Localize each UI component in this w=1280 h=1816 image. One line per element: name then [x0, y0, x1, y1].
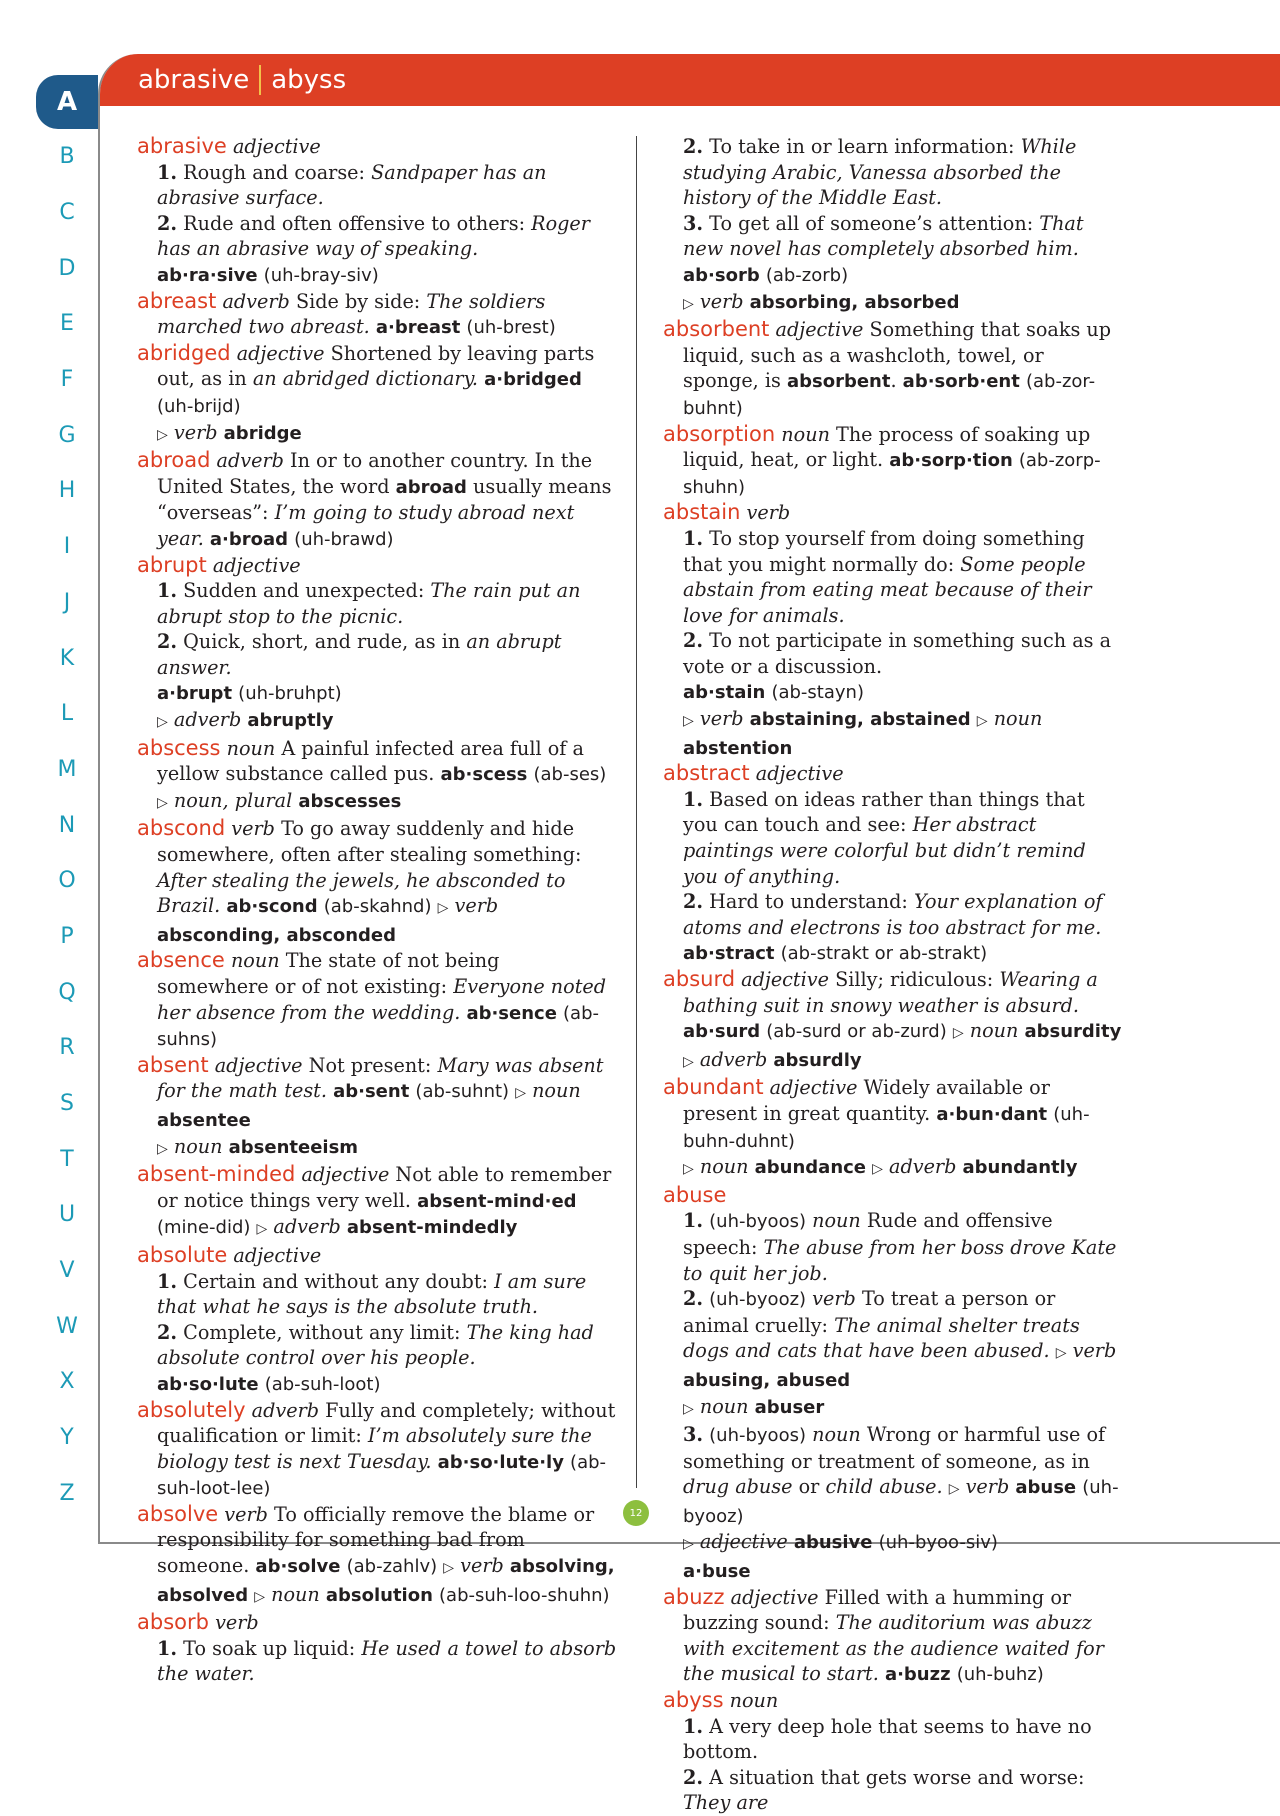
related-form: abusive [793, 1532, 873, 1554]
letter-tab-r[interactable]: R [59, 1035, 75, 1061]
headword: absent-minded [137, 1162, 296, 1187]
related-form: abridge [223, 422, 302, 444]
headword: absorption [663, 421, 776, 446]
related-form: abusing, abused [683, 1369, 851, 1391]
sense-number: 2. [683, 1765, 704, 1789]
right-column [663, 134, 1123, 1816]
related-part-of-speech: noun [993, 707, 1043, 731]
syllabification: a·bun·dant [936, 1103, 1048, 1125]
related-form-triangle-icon: ▷ [683, 1536, 694, 1553]
column-divider [636, 136, 637, 1488]
pronunciation: (mine-did) [157, 1217, 251, 1239]
pronunciation: (ab-ses) [533, 764, 607, 786]
part-of-speech: adjective [741, 968, 829, 991]
headword: abscess [137, 735, 221, 760]
part-of-speech: noun [729, 1689, 779, 1713]
letter-tab-l[interactable]: L [60, 701, 74, 727]
part-of-speech: noun [230, 949, 280, 973]
entry-absorption [663, 422, 1123, 501]
related-form: abscesses [298, 790, 402, 812]
related-form: abuse [1015, 1477, 1077, 1499]
letter-tab-x[interactable]: X [59, 1369, 75, 1395]
pronunciation: (uh-bruhpt) [238, 683, 342, 705]
entry-absolute [137, 1243, 617, 1398]
related-form: absurdity [1024, 1021, 1122, 1043]
part-of-speech: adverb [222, 289, 290, 313]
entry-abscond [137, 816, 617, 948]
sense-number: 1. [683, 787, 704, 811]
related-part-of-speech: adverb [273, 1215, 341, 1239]
entry-absent [137, 1053, 617, 1162]
pronunciation: (ab-suh-loot) [264, 1373, 381, 1395]
part-of-speech: noun [226, 736, 276, 760]
related-form-triangle-icon: ▷ [157, 1140, 168, 1157]
pronunciation: (ab-zor-buhnt) [683, 371, 1096, 419]
headword: abridged [137, 340, 231, 365]
related-form: absconding, absconded [157, 924, 397, 946]
entry-absorbent: absorbent adjective Something that soaks up liquid, such as a washcloth, towel, or sponge, is absorbent. ab·sorb·ent (ab-zor-buhnt) [663, 317, 1112, 419]
syllabification: ab·sorp·tion [889, 450, 1013, 472]
part-of-speech: adjective [755, 762, 844, 786]
letter-tab-t[interactable]: T [60, 1146, 74, 1172]
definition: Based on ideas rather than things that you can touch and see: [683, 787, 1085, 837]
related-part-of-speech: noun [699, 1394, 749, 1418]
headword: abuse [663, 1182, 727, 1207]
definition: A painful infected area full of a yellow substance called pus. [157, 736, 584, 786]
entry-absence [137, 948, 617, 1052]
definition: A very deep hole that seems to have no bottom. [683, 1714, 1092, 1764]
syllabification: a·broad [209, 528, 289, 550]
pronunciation: (ab-stayn) [771, 682, 864, 704]
definition: To soak up liquid: [183, 1636, 356, 1660]
example: The auditorium was abuzz with excitement as the audience waited for the musical to start. [683, 1611, 1104, 1686]
part-of-speech: noun [812, 1209, 861, 1233]
example: That new novel has completely absorbed him. [683, 211, 1084, 261]
related-part-of-speech: verb [965, 1475, 1010, 1499]
syllabification: ab·stract [683, 943, 775, 965]
entry-abreast [137, 289, 617, 341]
syllabification: a·buse [683, 1561, 751, 1583]
entry-abuse [663, 1183, 1123, 1585]
definition: Sudden and unexpected: [183, 579, 425, 603]
sense [137, 160, 617, 211]
related-form-triangle-icon: ▷ [443, 1560, 455, 1577]
letter-tab-c[interactable]: C [59, 200, 75, 226]
related-form: absorbing, absorbed [749, 291, 960, 313]
part-of-speech: adjective [775, 318, 864, 342]
example: an abrupt answer. [157, 630, 562, 679]
definition: Wrong or harmful use of something or treatment of someone, as in [683, 1423, 1106, 1473]
related-form-triangle-icon: ▷ [683, 1053, 694, 1070]
syllabification: ab·sence [466, 1002, 557, 1024]
letter-tab-v[interactable]: V [59, 1258, 75, 1284]
syllabification: absent-mind·ed [417, 1190, 577, 1212]
related-form-triangle-icon: ▷ [683, 1400, 694, 1417]
headword: absolute [137, 1242, 228, 1267]
example: After stealing the jewels, he absconded to Brazil. [157, 868, 566, 918]
example: Some people abstain from eating meat because of their love for animals. [683, 552, 1092, 627]
headword: abreast [137, 288, 217, 313]
sense-number: 3. [683, 211, 704, 235]
part-of-speech: adjective [233, 1243, 322, 1267]
related-form: absenteeism [228, 1136, 359, 1158]
related-part-of-speech: adverb [889, 1155, 957, 1179]
related-form-triangle-icon: ▷ [683, 713, 694, 730]
alphabet-index [36, 75, 98, 1521]
part-of-speech: adjective [232, 135, 321, 158]
entry-absent-minded [137, 1162, 617, 1243]
letter-tab-b[interactable]: B [59, 144, 75, 170]
pronunciation: (ab-suhns) [157, 1002, 600, 1051]
sense-number: 1. [157, 579, 178, 603]
definition: Fully and completely; without qualification or limit: [157, 1398, 616, 1448]
entry-abrupt [137, 553, 617, 736]
letter-tab-q[interactable]: Q [58, 979, 76, 1005]
related-form: absolving, absolved [157, 1556, 615, 1606]
headword: abroad [137, 448, 211, 473]
sense-number: 2. [157, 211, 178, 235]
header-last-word: abyss [271, 65, 347, 95]
syllabification: ab·solve [255, 1556, 341, 1578]
entry-abrasive [137, 134, 617, 289]
part-of-speech: verb [215, 1611, 259, 1635]
sense-number: 2. [683, 135, 704, 158]
pronunciation: (ab-suhnt) [415, 1081, 510, 1103]
sense-number: 2. [157, 630, 178, 654]
pronunciation: (ab-suh-loot-lee) [157, 1451, 607, 1500]
definition: Not able to remember or notice things very well. [157, 1163, 612, 1212]
example: an abridged dictionary. [252, 367, 478, 391]
example: The abuse from her boss drove Kate to quit her job. [683, 1235, 1117, 1285]
related-form-triangle-icon: ▷ [683, 1161, 694, 1178]
related-form-triangle-icon: ▷ [157, 714, 168, 731]
pronunciation: (uh-buhz) [956, 1664, 1044, 1686]
part-of-speech: noun [812, 1423, 861, 1447]
definition: Something that soaks up liquid, such as a washcloth, towel, or sponge, is [683, 318, 1112, 393]
part-of-speech: adjective [730, 1585, 819, 1609]
syllabification: a·breast [375, 317, 461, 339]
related-form-triangle-icon: ▷ [256, 1221, 268, 1238]
definition: In or to another country. In the United States, the word [157, 449, 593, 498]
sense-number: 2. [683, 1287, 704, 1311]
example: The soldiers marched two abreast. [157, 289, 546, 339]
related-form: abundance [754, 1157, 867, 1179]
letter-tab-i[interactable]: I [63, 534, 71, 560]
example: Mary was absent for the math test. [157, 1053, 604, 1103]
entry-absorb [137, 1610, 617, 1687]
letter-tab-p[interactable]: P [60, 923, 74, 949]
example: drug abuse [683, 1475, 793, 1499]
pronunciation: (ab-skahnd) [323, 896, 432, 918]
letter-tab-e[interactable]: E [60, 311, 74, 337]
definition: Rude and often offensive to others: [183, 211, 526, 235]
part-of-speech: adjective [212, 553, 301, 577]
syllabification: ab·scess [440, 764, 528, 786]
related-form-triangle-icon: ▷ [976, 713, 988, 730]
related-form: abruptly [247, 710, 334, 732]
syllabification: ab·sorb [683, 264, 760, 286]
example: Everyone noted her absence from the wedding. [157, 975, 607, 1024]
definition: To take in or learn information: [709, 135, 1015, 158]
related-form: abundantly [962, 1157, 1078, 1179]
headword: absence [137, 948, 225, 973]
headword: abscond [137, 816, 226, 841]
part-of-speech: verb [812, 1287, 856, 1311]
pronunciation: (ab-surd or ab-zurd) [766, 1021, 947, 1043]
letter-tab-o[interactable]: O [58, 868, 76, 894]
related-part-of-speech: noun [173, 1134, 223, 1158]
example: Roger has an abrasive way of speaking. [157, 211, 590, 261]
related-part-of-speech: verb [460, 1554, 504, 1578]
entry-abroad [137, 448, 617, 552]
related-form-triangle-icon: ▷ [157, 426, 168, 443]
example: Sandpaper has an abrasive surface. [157, 160, 547, 210]
letter-tab-z[interactable]: Z [59, 1480, 75, 1506]
definition: To officially remove the blame or responsibility for something bad from someone. [157, 1502, 595, 1578]
headword: absolve [137, 1501, 219, 1526]
related-part-of-speech: noun [271, 1582, 320, 1606]
entry-abstract [663, 761, 1123, 967]
related-form: absolution [325, 1584, 433, 1606]
letter-tab-h[interactable]: H [58, 478, 76, 504]
part-of-speech: noun [781, 422, 830, 446]
related-part-of-speech: verb [699, 707, 744, 731]
part-of-speech: verb [746, 501, 791, 525]
example: They are [683, 1791, 769, 1815]
definition: To get all of someone’s attention: [709, 211, 1034, 235]
definition: Certain and without any doubt: [183, 1269, 489, 1293]
definition: To treat a person or animal cruelly: [683, 1287, 1056, 1337]
sense-number: 1. [683, 526, 704, 550]
example: Wearing a bathing suit in snowy weather is absurd. [683, 968, 1098, 1017]
example: Her abstract paintings were colorful but didn’t remind you of anything. [683, 813, 1086, 888]
related-part-of-speech: noun [532, 1079, 581, 1103]
pronunciation: (uh-brijd) [157, 395, 241, 417]
pronunciation: (uh-byoos) [709, 1211, 806, 1233]
header-first-word: abrasive [138, 65, 250, 95]
related-form: absurdly [773, 1049, 862, 1071]
definition: The state of not being somewhere or of not existing: [157, 949, 500, 998]
related-form-triangle-icon: ▷ [157, 794, 168, 811]
entry-abundant [663, 1075, 1123, 1182]
pronunciation: (ab-suh-loo-shuhn) [439, 1584, 610, 1606]
sense-number: 2. [683, 890, 704, 914]
syllabification: a·bridged [484, 369, 582, 391]
letter-tab-y[interactable]: Y [60, 1425, 74, 1451]
definition: Not present: [308, 1053, 432, 1077]
sense-number: 1. [683, 1209, 704, 1233]
related-form: absentee [157, 1109, 251, 1131]
syllabification: ab·sent [333, 1081, 410, 1103]
letter-tab-d[interactable]: D [58, 255, 76, 281]
related-part-of-speech: verb [454, 894, 499, 918]
syllabification: a·buzz [884, 1664, 951, 1686]
example: I’m going to study abroad next year. [157, 501, 575, 550]
related-part-of-speech: verb [1072, 1339, 1117, 1363]
part-of-speech: adjective [769, 1076, 858, 1100]
letter-tab-w[interactable]: W [56, 1313, 78, 1339]
part-of-speech: verb [224, 1502, 268, 1526]
header-separator [259, 65, 261, 95]
part-of-speech: adverb [216, 449, 284, 473]
entry-absolve [137, 1502, 617, 1610]
definition: Silly; ridiculous: [835, 968, 994, 991]
sense-number: 1. [157, 1269, 178, 1293]
pronunciation: (ab-zorb) [765, 264, 849, 286]
headword: abrasive [137, 134, 227, 158]
letter-tab-g[interactable]: G [58, 422, 76, 448]
headword: abyss [663, 1688, 724, 1713]
definition: To stop yourself from doing something that you might normally do: [683, 526, 1085, 576]
related-form-triangle-icon: ▷ [254, 1588, 265, 1605]
definition: Filled with a humming or buzzing sound: [683, 1585, 1072, 1635]
pronunciation: (uh-byooz) [709, 1289, 807, 1311]
definition: Hard to understand: [709, 890, 908, 914]
running-header [100, 54, 1280, 106]
part-of-speech: adjective [301, 1163, 390, 1187]
entry-absolutely [137, 1398, 617, 1502]
related-part-of-speech: noun [969, 1019, 1019, 1043]
example: The rain put an abrupt stop to the picnic. [157, 579, 581, 628]
part-of-speech: adverb [251, 1398, 320, 1422]
pronunciation: (ab-strakt or ab-strakt) [780, 943, 988, 965]
headword: abstain [663, 500, 741, 525]
syllabification: a·brupt [157, 683, 233, 705]
definition: To not participate in something such as a vote or a discussion. [683, 629, 1112, 678]
headword: abrupt [137, 552, 207, 577]
sense-number: 2. [683, 629, 704, 653]
letter-tab-u[interactable]: U [58, 1202, 76, 1228]
related-part-of-speech: noun [699, 1155, 749, 1179]
syllabification: ab·so·lute·ly [437, 1451, 564, 1473]
definition-keyword: absorbent [786, 371, 891, 393]
related-form-triangle-icon: ▷ [1055, 1345, 1067, 1362]
definition: A situation that gets worse and worse: [709, 1765, 1085, 1789]
page-number: 12 [623, 1500, 649, 1526]
sense-number: 1. [157, 1636, 178, 1660]
related-form: abuser [754, 1396, 825, 1418]
entry-abstain [663, 500, 1123, 761]
pronunciation: (uh-byooz) [683, 1477, 1119, 1527]
related-form-triangle-icon: ▷ [515, 1085, 526, 1102]
related-part-of-speech: adverb [699, 1047, 768, 1071]
sense [137, 211, 617, 262]
sense-number: 3. [683, 1423, 704, 1447]
part-of-speech: verb [231, 817, 275, 841]
syllabification: ab·stain [683, 682, 766, 704]
definition: Rude and offensive speech: [683, 1209, 1053, 1259]
entry-absurd [663, 967, 1123, 1075]
example: child abuse. [825, 1475, 943, 1499]
definition: To go away suddenly and hide somewhere, often after stealing something: [157, 817, 582, 867]
syllabification: ab·so·lute [157, 1373, 259, 1395]
sense-number: 1. [683, 1714, 704, 1738]
entry-absorb-continued [663, 134, 1123, 317]
conjunction: or [798, 1475, 820, 1499]
related-form: abstaining, abstained [749, 709, 971, 731]
definition: usually means “overseas”: [157, 474, 612, 525]
pronunciation: (uh-brest) [466, 317, 556, 339]
related-part-of-speech: adjective [699, 1530, 788, 1554]
headword: abuzz [663, 1584, 725, 1609]
headword: abundant [663, 1075, 764, 1100]
headword: abstract [663, 761, 750, 786]
entry-abridged [137, 341, 617, 448]
letter-tab-f[interactable]: F [60, 367, 74, 393]
related-form-triangle-icon: ▷ [872, 1161, 883, 1178]
entry-abyss [663, 1688, 1123, 1816]
pronunciation: (uh-brawd) [294, 528, 394, 550]
syllabification: ab·scond [226, 896, 318, 918]
related-form: abstention [683, 737, 793, 759]
sense-number: 2. [157, 1320, 178, 1344]
related-form: absent-mindedly [346, 1217, 518, 1239]
definition: Quick, short, and rude, as in [183, 630, 461, 654]
definition: Shortened by leaving parts out, as in [157, 341, 595, 391]
letter-tab-k[interactable]: K [59, 645, 75, 671]
related-part-of-speech: verb [173, 420, 218, 444]
definition: Widely available or present in great quantity. [683, 1076, 1050, 1125]
headword: absorb [137, 1610, 209, 1635]
related-part-of-speech: adverb [173, 708, 242, 732]
headword: absurd [663, 967, 736, 991]
letter-tab-s[interactable]: S [60, 1091, 74, 1117]
related-part-of-speech: noun, plural [173, 788, 293, 812]
example: The king had absolute control over his people. [157, 1320, 594, 1370]
letter-tab-m[interactable]: M [57, 756, 77, 782]
pronunciation: (ab-zahlv) [346, 1556, 438, 1578]
example: I am sure that what he says is the absolute truth. [157, 1269, 587, 1319]
part-of-speech: adjective [236, 341, 325, 365]
related-form-triangle-icon: ▷ [948, 1481, 960, 1498]
letter-tab-n[interactable]: N [58, 812, 76, 838]
example: He used a towel to absorb the water. [157, 1636, 617, 1686]
letter-tab-a[interactable]: A [36, 75, 98, 129]
syllabification: ab·surd [683, 1021, 761, 1043]
example: I’m absolutely sure the biology test is next Tuesday. [157, 1424, 592, 1473]
example: Your explanation of atoms and electrons is too abstract for me. [683, 890, 1103, 939]
entry-abuzz [663, 1585, 1123, 1688]
letter-tab-j[interactable]: J [63, 589, 71, 615]
definition: Side by side: [295, 289, 421, 313]
example: The animal shelter treats dogs and cats that have been abused. [683, 1313, 1080, 1363]
related-part-of-speech: verb [699, 289, 744, 313]
part-of-speech: adjective [214, 1053, 303, 1077]
sense-number: 1. [157, 160, 178, 184]
related-form-triangle-icon: ▷ [952, 1025, 964, 1042]
definition: Rough and coarse: [183, 160, 365, 184]
pronunciation: (uh-byoos) [709, 1425, 806, 1447]
syllabification: ab·sorb·ent [902, 371, 1020, 393]
syllabification: ab·ra·sive [157, 264, 258, 286]
headword: absolutely [137, 1397, 246, 1422]
pronunciation: (uh-bray-siv) [263, 264, 379, 286]
example: While studying Arabic, Vanessa absorbed the history of the Middle East. [683, 135, 1077, 210]
headword: absorbent [663, 317, 770, 342]
related-form-triangle-icon: ▷ [683, 295, 694, 312]
definition: Complete, without any limit: [183, 1320, 461, 1344]
left-column [137, 134, 617, 1687]
headword: absent [137, 1052, 209, 1077]
pronunciation: (uh-buhn-duhnt) [683, 1103, 1090, 1152]
pronunciation: (ab-zorp-shuhn) [683, 450, 1101, 498]
definition: The process of soaking up liquid, heat, or light. [683, 422, 1091, 472]
related-form-triangle-icon: ▷ [437, 900, 449, 917]
pronunciation: (uh-byoo-siv) [878, 1532, 998, 1554]
definition-keyword: abroad [395, 476, 467, 498]
entry-abscess [137, 736, 617, 817]
